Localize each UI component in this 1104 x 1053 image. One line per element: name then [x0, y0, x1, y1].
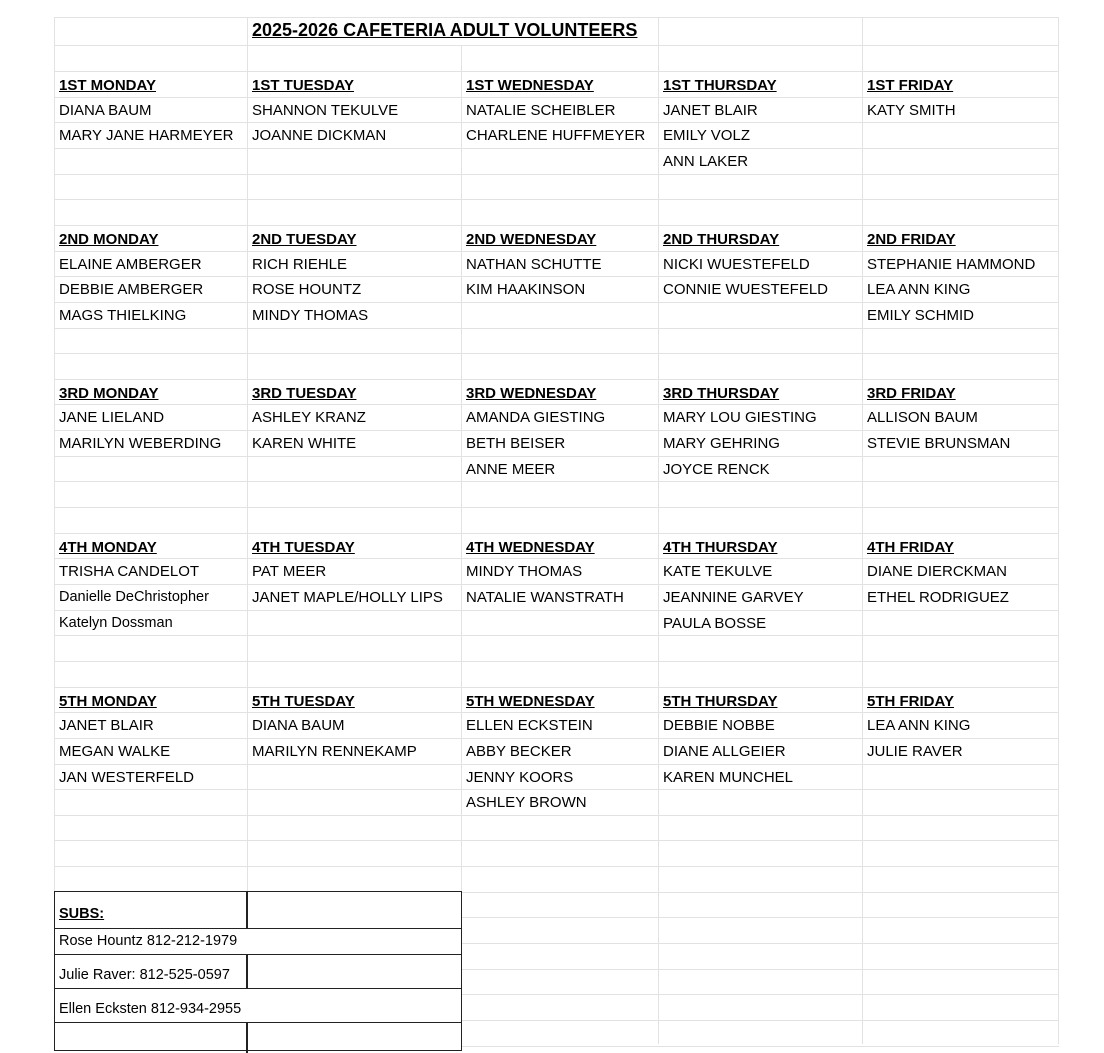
volunteer-cell[interactable]: NATALIE SCHEIBLER: [466, 102, 616, 119]
day-header[interactable]: 2ND TUESDAY: [252, 231, 357, 248]
volunteer-cell[interactable]: MARY JANE HARMEYER: [59, 127, 234, 144]
volunteer-cell[interactable]: ALLISON BAUM: [867, 409, 978, 426]
volunteer-cell[interactable]: EMILY VOLZ: [663, 127, 750, 144]
subs-header-row: [55, 892, 461, 929]
volunteer-cell[interactable]: SHANNON TEKULVE: [252, 102, 399, 119]
day-header[interactable]: 5TH TUESDAY: [252, 693, 355, 710]
day-header[interactable]: 4TH MONDAY: [59, 539, 157, 556]
day-header[interactable]: 4TH FRIDAY: [867, 539, 954, 556]
row-gridline: [54, 225, 1059, 226]
subs-row-empty[interactable]: [55, 1023, 461, 1053]
day-header[interactable]: 4TH THURSDAY: [663, 539, 778, 556]
volunteer-cell[interactable]: BETH BEISER: [466, 435, 566, 452]
subs-row[interactable]: [55, 929, 461, 955]
volunteer-cell[interactable]: LEA ANN KING: [867, 717, 971, 734]
volunteer-cell[interactable]: DIANA BAUM: [59, 102, 152, 119]
volunteer-cell[interactable]: ELLEN ECKSTEIN: [466, 717, 593, 734]
volunteer-cell[interactable]: MARY LOU GIESTING: [663, 409, 817, 426]
volunteer-cell[interactable]: JULIE RAVER: [867, 743, 963, 760]
volunteer-cell[interactable]: KAREN MUNCHEL: [663, 769, 794, 786]
volunteer-cell[interactable]: ELAINE AMBERGER: [59, 256, 202, 273]
day-header[interactable]: 1ST TUESDAY: [252, 77, 354, 94]
row-gridline: [54, 353, 1059, 354]
day-header[interactable]: 3RD TUESDAY: [252, 385, 357, 402]
day-header[interactable]: 1ST THURSDAY: [663, 77, 777, 94]
volunteer-cell[interactable]: KIM HAAKINSON: [466, 281, 586, 298]
volunteer-cell[interactable]: AMANDA GIESTING: [466, 409, 606, 426]
column-gridline: [247, 17, 248, 1044]
sub-entry: Rose Hountz 812-212-1979: [59, 933, 238, 949]
row-gridline: [54, 533, 1059, 534]
column-gridline: [54, 17, 55, 1044]
volunteer-cell[interactable]: JEANNINE GARVEY: [663, 589, 804, 606]
volunteer-cell[interactable]: DEBBIE AMBERGER: [59, 281, 204, 298]
subs-col-divider: [246, 1023, 248, 1053]
day-header[interactable]: 1ST FRIDAY: [867, 77, 954, 94]
row-gridline: [54, 840, 1059, 841]
volunteer-cell[interactable]: ANNE MEER: [466, 461, 556, 478]
subs-table: [54, 891, 462, 1051]
day-header[interactable]: 3RD WEDNESDAY: [466, 385, 597, 402]
volunteer-cell[interactable]: KAREN WHITE: [252, 435, 357, 452]
column-gridline: [1058, 17, 1059, 1044]
volunteer-cell[interactable]: CHARLENE HUFFMEYER: [466, 127, 646, 144]
volunteer-cell[interactable]: JAN WESTERFELD: [59, 769, 195, 786]
volunteer-cell[interactable]: DIANA BAUM: [252, 717, 345, 734]
volunteer-cell[interactable]: JANET BLAIR: [59, 717, 154, 734]
day-header[interactable]: 2ND MONDAY: [59, 231, 159, 248]
day-header[interactable]: 2ND WEDNESDAY: [466, 231, 597, 248]
volunteer-cell[interactable]: JOYCE RENCK: [663, 461, 770, 478]
volunteer-cell[interactable]: MARILYN WEBERDING: [59, 435, 222, 452]
volunteer-cell[interactable]: NATHAN SCHUTTE: [466, 256, 602, 273]
volunteer-cell[interactable]: STEVIE BRUNSMAN: [867, 435, 1011, 452]
day-header[interactable]: 3RD MONDAY: [59, 385, 159, 402]
day-header[interactable]: 5TH WEDNESDAY: [466, 693, 595, 710]
volunteer-cell[interactable]: JANET MAPLE/HOLLY LIPS: [252, 589, 443, 606]
day-header[interactable]: 3RD FRIDAY: [867, 385, 956, 402]
row-gridline: [54, 199, 1059, 200]
day-header[interactable]: 2ND THURSDAY: [663, 231, 780, 248]
day-header[interactable]: 4TH WEDNESDAY: [466, 539, 595, 556]
row-gridline: [54, 687, 1059, 688]
row-gridline: [54, 866, 1059, 867]
sheet-title[interactable]: 2025-2026 CAFETERIA ADULT VOLUNTEERS: [252, 20, 638, 40]
row-gridline: [54, 148, 1059, 149]
volunteer-cell[interactable]: Katelyn Dossman: [59, 615, 173, 631]
volunteer-cell[interactable]: MARILYN RENNEKAMP: [252, 743, 417, 760]
volunteer-cell[interactable]: NATALIE WANSTRATH: [466, 589, 624, 606]
subs-row[interactable]: [55, 955, 461, 989]
volunteer-cell[interactable]: DIANE DIERCKMAN: [867, 563, 1008, 580]
volunteer-cell[interactable]: ROSE HOUNTZ: [252, 281, 362, 298]
day-header[interactable]: 5TH THURSDAY: [663, 693, 778, 710]
sub-entry: Julie Raver: 812-525-0597: [59, 967, 230, 983]
volunteer-cell[interactable]: ABBY BECKER: [466, 743, 572, 760]
volunteer-cell[interactable]: JANET BLAIR: [663, 102, 758, 119]
volunteer-cell[interactable]: ASHLEY BROWN: [466, 794, 587, 811]
volunteer-cell[interactable]: MINDY THOMAS: [466, 563, 583, 580]
row-gridline: [54, 174, 1059, 175]
day-header[interactable]: 1ST MONDAY: [59, 77, 156, 94]
row-gridline: [54, 815, 1059, 816]
volunteer-cell[interactable]: JOANNE DICKMAN: [252, 127, 387, 144]
volunteer-cell[interactable]: PAULA BOSSE: [663, 615, 767, 632]
volunteer-cell[interactable]: MARY GEHRING: [663, 435, 780, 452]
row-gridline: [54, 71, 1059, 72]
volunteer-cell[interactable]: DEBBIE NOBBE: [663, 717, 775, 734]
volunteer-cell[interactable]: EMILY SCHMID: [867, 307, 974, 324]
volunteer-cell[interactable]: ASHLEY KRANZ: [252, 409, 366, 426]
day-header[interactable]: 3RD THURSDAY: [663, 385, 780, 402]
sub-entry: Ellen Ecksten 812-934-2955: [59, 1001, 242, 1017]
volunteer-cell[interactable]: CONNIE WUESTEFELD: [663, 281, 829, 298]
volunteer-cell[interactable]: MEGAN WALKE: [59, 743, 171, 760]
row-gridline: [54, 45, 1059, 46]
volunteer-cell[interactable]: ETHEL RODRIGUEZ: [867, 589, 1009, 606]
volunteer-cell[interactable]: MAGS THIELKING: [59, 307, 187, 324]
subs-row[interactable]: [55, 989, 461, 1023]
volunteer-cell[interactable]: DIANE ALLGEIER: [663, 743, 786, 760]
day-header[interactable]: 4TH TUESDAY: [252, 539, 355, 556]
volunteer-cell[interactable]: TRISHA CANDELOT: [59, 563, 200, 580]
column-gridline: [862, 17, 863, 1044]
subs-col-divider: [246, 892, 248, 928]
volunteer-cell[interactable]: NICKI WUESTEFELD: [663, 256, 810, 273]
volunteer-cell[interactable]: STEPHANIE HAMMOND: [867, 256, 1036, 273]
day-header[interactable]: 5TH MONDAY: [59, 693, 157, 710]
day-header[interactable]: 1ST WEDNESDAY: [466, 77, 594, 94]
volunteer-cell[interactable]: LEA ANN KING: [867, 281, 971, 298]
subs-label[interactable]: SUBS:: [59, 906, 105, 922]
volunteer-cell[interactable]: KATY SMITH: [867, 102, 956, 119]
row-gridline: [54, 507, 1059, 508]
volunteer-cell[interactable]: MINDY THOMAS: [252, 307, 369, 324]
volunteer-cell[interactable]: RICH RIEHLE: [252, 256, 348, 273]
day-header[interactable]: 2ND FRIDAY: [867, 231, 956, 248]
row-gridline: [54, 328, 1059, 329]
row-gridline: [54, 379, 1059, 380]
volunteer-cell[interactable]: KATE TEKULVE: [663, 563, 773, 580]
row-gridline: [54, 661, 1059, 662]
day-header[interactable]: 5TH FRIDAY: [867, 693, 954, 710]
subs-col-divider: [246, 955, 248, 988]
volunteer-cell[interactable]: Danielle DeChristopher: [59, 589, 209, 605]
volunteer-cell[interactable]: JENNY KOORS: [466, 769, 574, 786]
volunteer-cell[interactable]: PAT MEER: [252, 563, 327, 580]
volunteer-cell[interactable]: JANE LIELAND: [59, 409, 165, 426]
volunteer-cell[interactable]: ANN LAKER: [663, 153, 749, 170]
